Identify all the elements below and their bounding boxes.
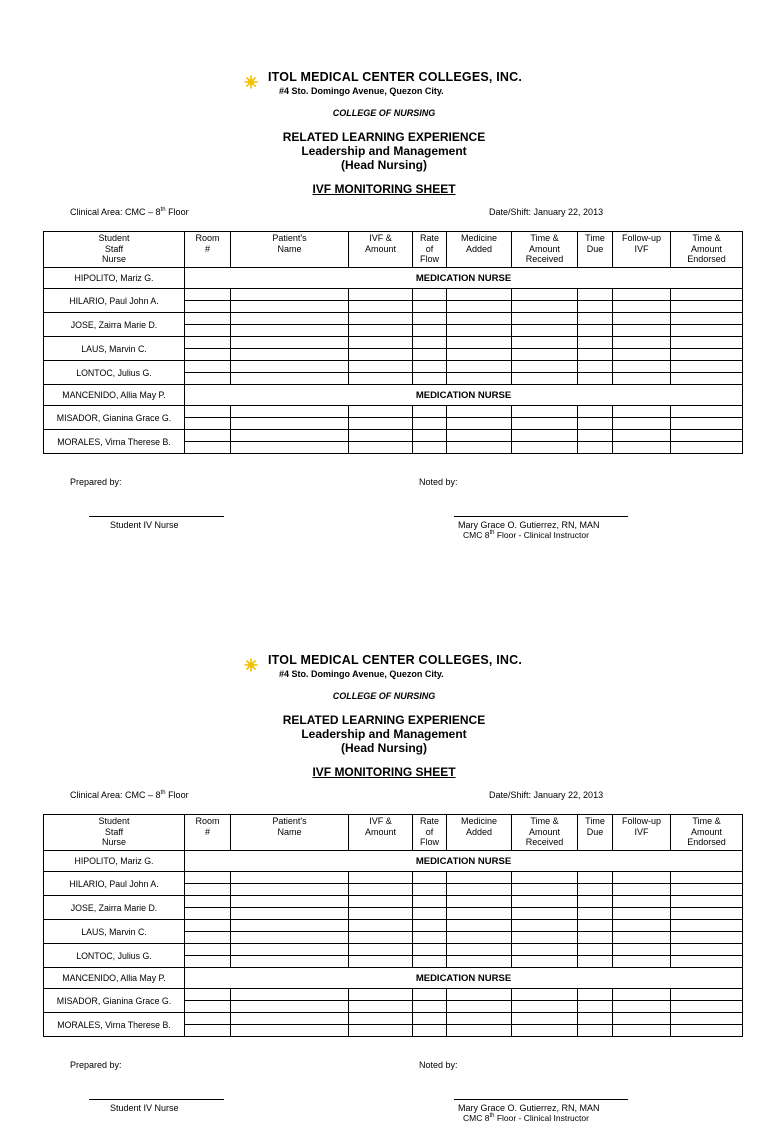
instructor-name: Mary Grace O. Gutierrez, RN, MAN [458, 1103, 600, 1113]
student-name: LONTOC, Julius G. [44, 361, 185, 385]
student-name: MANCENIDO, Allia May P. [44, 968, 185, 989]
header-time-due: Time Due [578, 232, 613, 268]
sheet-title [0, 182, 768, 196]
student-name: MORALES, Virna Therese B. [44, 1013, 185, 1037]
table-row [44, 361, 743, 373]
table-row [44, 337, 743, 349]
header-time-amount-received: Time & Amount Received [512, 815, 578, 851]
prepared-by-label: Prepared by: [70, 1060, 122, 1070]
letterhead [0, 645, 768, 685]
table-header-row [44, 815, 743, 851]
student-name: LAUS, Marvin C. [44, 337, 185, 361]
student-name: HIPOLITO, Mariz G. [44, 851, 185, 872]
table-row [44, 406, 743, 418]
student-signature-line [89, 1099, 224, 1100]
header-time-amount-endorsed: Time & Amount Endorsed [671, 815, 743, 851]
header-medicine-added: Medicine Added [447, 815, 512, 851]
instructor-title-prefix: CMC 8 [463, 530, 490, 540]
student-name: MISADOR, Gianina Grace G. [44, 989, 185, 1013]
college-name: COLLEGE OF NURSING [332, 691, 436, 701]
table-row [44, 289, 743, 301]
signature-block [0, 1060, 768, 1130]
student-name: MISADOR, Gianina Grace G. [44, 406, 185, 430]
clinical-area-suffix: Floor [165, 790, 189, 800]
college-name: COLLEGE OF NURSING [332, 108, 436, 118]
title-line-3: (Head Nursing) [340, 741, 427, 755]
table-row [44, 920, 743, 932]
clinical-area-prefix: Clinical Area: CMC – 8 [70, 207, 161, 217]
date-shift: Date/Shift: January 22, 2013 [489, 790, 604, 800]
header-time-amount-received: Time & Amount Received [512, 232, 578, 268]
noted-by-label: Noted by: [419, 1060, 458, 1070]
date-shift: Date/Shift: January 22, 2013 [489, 207, 604, 217]
header-room: Room # [185, 232, 231, 268]
header-patient-name: Patient's Name [231, 815, 349, 851]
letterhead [0, 62, 768, 102]
student-name: MORALES, Virna Therese B. [44, 430, 185, 454]
table-row [44, 1013, 743, 1025]
table-row [44, 944, 743, 956]
school-logo-icon [221, 63, 267, 101]
header-follow-up-ivf: Follow-up IVF [613, 815, 671, 851]
instructor-name: Mary Grace O. Gutierrez, RN, MAN [458, 520, 600, 530]
school-address: #4 Sto. Domingo Avenue, Quezon City. [279, 86, 444, 96]
signature-block [0, 477, 768, 547]
ivf-monitoring-table [43, 231, 743, 454]
student-name: LONTOC, Julius G. [44, 944, 185, 968]
instructor-title [463, 1113, 589, 1123]
prepared-by-label: Prepared by: [70, 477, 122, 487]
student-name: MANCENIDO, Allia May P. [44, 385, 185, 406]
instructor-title-sup: th [489, 530, 495, 537]
table-row [44, 851, 743, 872]
title-line-2: Leadership and Management [301, 727, 467, 741]
student-name: JOSE, Zairra Marie D. [44, 313, 185, 337]
student-signature-label: Student IV Nurse [110, 520, 179, 530]
sheet-title [0, 765, 768, 779]
clinical-area [70, 790, 189, 800]
student-name: LAUS, Marvin C. [44, 920, 185, 944]
document-titles [0, 130, 768, 172]
header-time-amount-endorsed: Time & Amount Endorsed [671, 232, 743, 268]
header-follow-up-ivf: Follow-up IVF [613, 232, 671, 268]
clinical-area [70, 207, 189, 217]
instructor-title [463, 530, 589, 540]
student-name: HIPOLITO, Mariz G. [44, 268, 185, 289]
header-patient-name: Patient's Name [231, 232, 349, 268]
medication-nurse-label: MEDICATION NURSE [185, 268, 743, 289]
header-time-due: Time Due [578, 815, 613, 851]
school-name: ITOL MEDICAL CENTER COLLEGES, INC. [268, 653, 523, 667]
title-line-1: RELATED LEARNING EXPERIENCE [282, 713, 486, 727]
medication-nurse-label: MEDICATION NURSE [185, 968, 743, 989]
title-line-2: Leadership and Management [301, 144, 467, 158]
instructor-title-prefix: CMC 8 [463, 1113, 490, 1123]
sheet-title-text: IVF MONITORING SHEET [312, 765, 456, 779]
medication-nurse-label: MEDICATION NURSE [185, 385, 743, 406]
student-name: HILARIO, Paul John A. [44, 289, 185, 313]
header-student-staff-nurse: Student Staff Nurse [44, 232, 185, 268]
medication-nurse-label: MEDICATION NURSE [185, 851, 743, 872]
student-signature-label: Student IV Nurse [110, 1103, 179, 1113]
noted-by-label: Noted by: [419, 477, 458, 487]
school-logo-icon [221, 646, 267, 684]
table-row [44, 896, 743, 908]
header-rate-of-flow: Rate of Flow [413, 232, 447, 268]
instructor-title-suffix: Floor - Clinical Instructor [494, 1113, 589, 1123]
student-name: HILARIO, Paul John A. [44, 872, 185, 896]
student-name: JOSE, Zairra Marie D. [44, 896, 185, 920]
instructor-signature-line [454, 1099, 628, 1100]
title-line-1: RELATED LEARNING EXPERIENCE [282, 130, 486, 144]
header-student-staff-nurse: Student Staff Nurse [44, 815, 185, 851]
school-name: ITOL MEDICAL CENTER COLLEGES, INC. [268, 70, 523, 84]
table-header-row [44, 232, 743, 268]
header-rate-of-flow: Rate of Flow [413, 815, 447, 851]
sheet-title-text: IVF MONITORING SHEET [312, 182, 456, 196]
ivf-monitoring-table [43, 814, 743, 1037]
table-row [44, 989, 743, 1001]
instructor-signature-line [454, 516, 628, 517]
header-room: Room # [185, 815, 231, 851]
school-address: #4 Sto. Domingo Avenue, Quezon City. [279, 669, 444, 679]
clinical-area-sup: th [160, 207, 166, 213]
table-row [44, 430, 743, 442]
header-ivf-amount: IVF & Amount [349, 232, 413, 268]
instructor-title-sup: th [489, 1113, 495, 1120]
header-medicine-added: Medicine Added [447, 232, 512, 268]
instructor-title-suffix: Floor - Clinical Instructor [494, 530, 589, 540]
table-row [44, 313, 743, 325]
clinical-area-sup: th [160, 790, 166, 796]
header-ivf-amount: IVF & Amount [349, 815, 413, 851]
clinical-area-prefix: Clinical Area: CMC – 8 [70, 790, 161, 800]
table-row [44, 268, 743, 289]
table-row [44, 968, 743, 989]
document-titles [0, 713, 768, 755]
table-row [44, 385, 743, 406]
table-row [44, 872, 743, 884]
clinical-area-suffix: Floor [165, 207, 189, 217]
student-signature-line [89, 516, 224, 517]
title-line-3: (Head Nursing) [340, 158, 427, 172]
